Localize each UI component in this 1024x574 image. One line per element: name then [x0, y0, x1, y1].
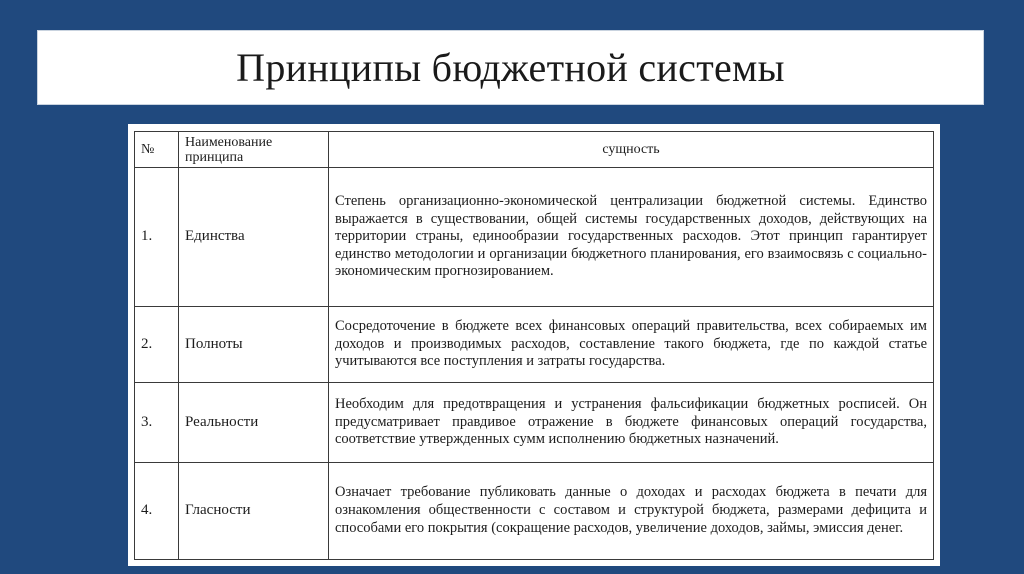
table-row: [135, 168, 934, 307]
principles-table: [134, 131, 934, 560]
row-number: 3.: [135, 383, 179, 462]
header-number: №: [135, 132, 179, 168]
table-row: [135, 383, 934, 462]
header-name: Наименование принципа: [179, 132, 329, 168]
principle-name: Единства: [179, 168, 329, 307]
principle-essence: Степень организационно-экономической централизации бюджетной системы. Единство выражается в существовании, общей системы государственных доходов, действующих на территории страны, единообразии государственных расходов. Этот принцип гарантирует единство методологии и организации бюджетного планирования, его взаимосвязь с социально-экономическим прогнозированием.: [329, 168, 934, 307]
principle-name: Гласности: [179, 462, 329, 560]
header-essence: сущность: [329, 132, 934, 168]
row-number: 4.: [135, 462, 179, 560]
principle-name: Реальности: [179, 383, 329, 462]
principle-essence: Сосредоточение в бюджете всех финансовых операций правительства, всех собираемых им доходов и производимых расходов, составление такого бюджета, где по каждой статье учитываются все поступления и затраты государства.: [329, 306, 934, 382]
table-row: [135, 306, 934, 382]
row-number: 2.: [135, 306, 179, 382]
title-box: [37, 30, 984, 105]
table-header-row: [135, 132, 934, 168]
table-panel: [128, 124, 940, 566]
principle-name: Полноты: [179, 306, 329, 382]
table-row: [135, 462, 934, 560]
row-number: 1.: [135, 168, 179, 307]
principle-essence: Означает требование публиковать данные о доходах и расходах бюджета в печати для ознакомления общественности с составом и структурой бюджета, размерами дефицита и способами его покрытия (сокращение расходов, увеличение доходов, займы, эмиссия денег.: [329, 462, 934, 560]
slide-title: Принципы бюджетной системы: [236, 45, 785, 90]
principle-essence: Необходим для предотвращения и устранения фальсификации бюджетных росписей. Он предусматривает правдивое отражение в бюджете финансовых операций государства, соответствие утвержденных сумм исполнению бюджетных назначений.: [329, 383, 934, 462]
